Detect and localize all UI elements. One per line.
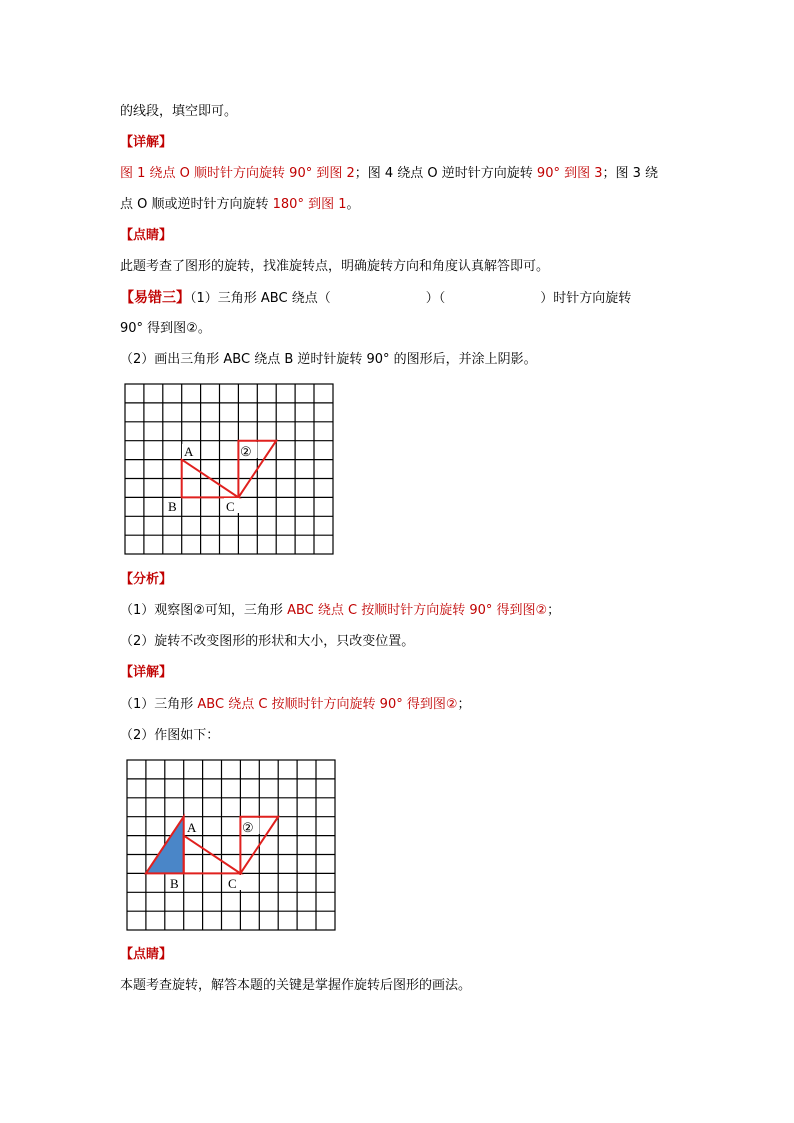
grid-figure-1 — [124, 383, 336, 557]
text-run: 90° 到图 3 — [536, 166, 603, 181]
detail2-line-2: （2）作图如下： — [120, 728, 220, 743]
question-tag: 【易错三】 — [120, 290, 190, 306]
label-a: A — [187, 820, 197, 835]
text-run: 。 — [346, 197, 360, 212]
detail-line-1 — [120, 165, 658, 183]
analysis-line-1 — [120, 602, 560, 620]
label-circled-2: ② — [240, 444, 252, 459]
text-run: （1）三角形 ABC 绕点（ — [190, 291, 331, 306]
section-heading-detail-2: 【详解】 — [120, 665, 173, 680]
text-run: 180° 到图 1 — [272, 197, 347, 212]
section-heading-comment-1: 【点睛】 — [120, 228, 173, 243]
label-b: B — [168, 499, 177, 514]
comment-line-2: 本题考查旋转，解答本题的关键是掌握作旋转后图形的画法。 — [120, 978, 472, 993]
section-heading-analysis: 【分析】 — [120, 572, 173, 587]
text-run: ABC 绕点 C 按顺时针方向旋转 90° 得到图② — [197, 697, 458, 712]
text-run: ABC 绕点 C 按顺时针方向旋转 90° 得到图② — [287, 603, 548, 618]
analysis-line-2: （2）旋转不改变图形的形状和大小，只改变位置。 — [120, 634, 415, 649]
detail2-line-1 — [120, 696, 471, 714]
detail-line-2 — [120, 196, 360, 214]
text-run: ）时针方向旋转 — [540, 291, 632, 306]
label-circled-2: ② — [242, 820, 254, 835]
text-run: 图 1 绕点 O 顺时针方向旋转 — [120, 166, 290, 181]
section-heading-detail-1: 【详解】 — [120, 135, 173, 150]
text-run: ； — [457, 697, 471, 712]
text-run: ；图 4 绕点 O 逆时针方向旋转 — [354, 166, 537, 181]
label-c: C — [226, 499, 235, 514]
section-heading-comment-2: 【点睛】 — [120, 947, 173, 962]
question-line-2: 90° 得到图②。 — [120, 321, 211, 336]
grid-lines — [127, 760, 335, 930]
grid-figure-2 — [126, 759, 338, 933]
text-run: 90° 到图 2 — [289, 166, 355, 181]
label-b: B — [170, 876, 179, 891]
question-line-3: （2）画出三角形 ABC 绕点 B 逆时针旋转 90° 的图形后，并涂上阴影。 — [120, 352, 537, 367]
comment-line-1: 此题考查了图形的旋转，找准旋转点，明确旋转方向和角度认真解答即可。 — [120, 259, 550, 274]
text-run: ；图 3 绕 — [602, 166, 659, 181]
text-run: （1）三角形 — [120, 697, 198, 712]
text-run: ）（ — [425, 291, 446, 306]
label-a: A — [184, 444, 194, 459]
text-run: 点 O 顺或逆时针方向旋转 — [120, 197, 273, 212]
text-run: （1）观察图②可知，三角形 — [120, 603, 288, 618]
grid-lines — [125, 384, 333, 554]
intro-line: 的线段，填空即可。 — [120, 104, 238, 119]
question-line-1 — [120, 289, 631, 308]
text-run: ； — [547, 603, 561, 618]
label-c: C — [228, 876, 237, 891]
